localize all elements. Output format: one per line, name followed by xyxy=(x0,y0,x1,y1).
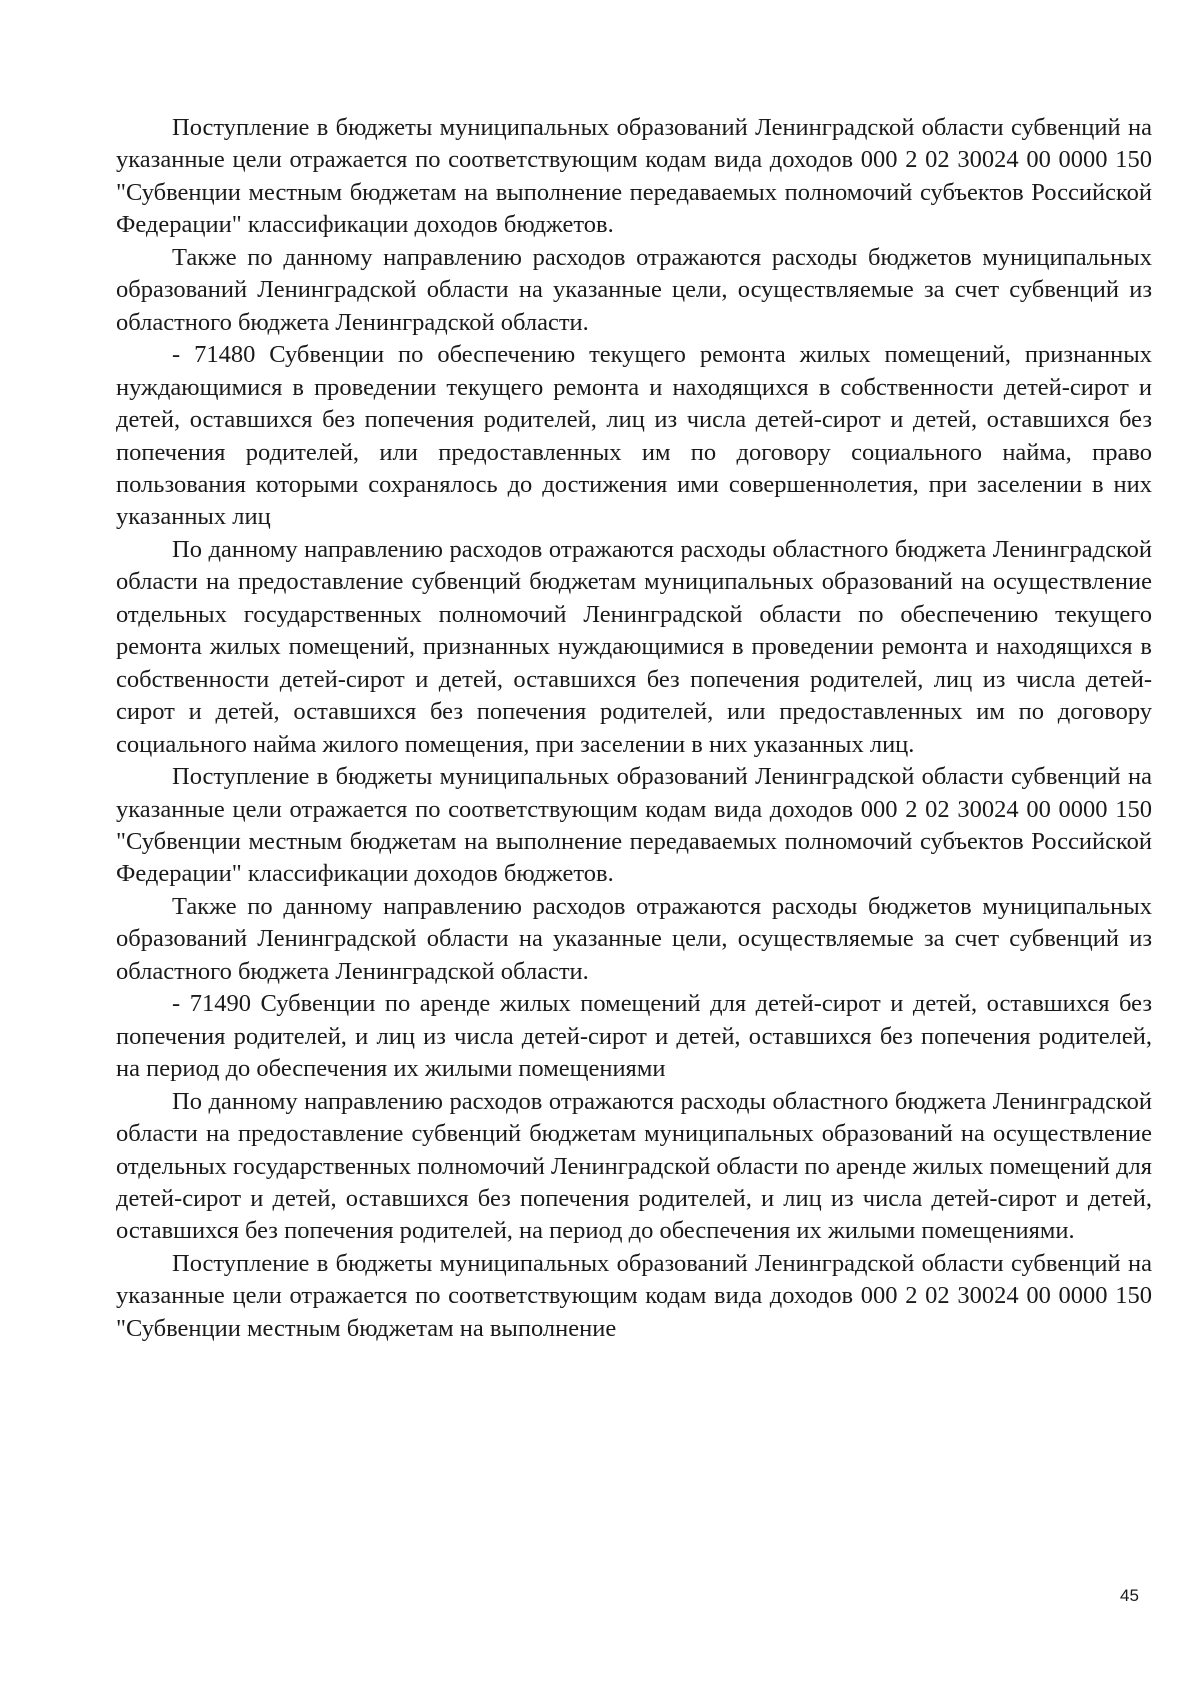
paragraph-revenue-receipt-2: Поступление в бюджеты муниципальных образований Ленинградской области субвенций на указанные цели отражается по соответствующим кодам вида доходов 000 2 02 30024 00 0000 150 "Субвенции местным бюджетам на выполнение передаваемых полномочий субъектов Российской Федерации" классификации доходов бюджетов. xyxy=(116,763,1152,888)
paragraph-code-71480: - 71480 Субвенции по обеспечению текущего ремонта жилых помещений, признанных нуждающимися в проведении текущего ремонта и находящихся в собственности детей-сирот и детей, оставшихся без попечения родителей, лиц из числа детей-сирот и детей, оставшихся без попечения родителей, или предоставленных им по договору социального найма, право пользования которыми сохранялось до достижения ими совершеннолетия, при заселении в них указанных лиц xyxy=(116,341,1152,531)
document-body xyxy=(116,112,1152,1345)
paragraph-code-71490: - 71490 Субвенции по аренде жилых помещений для детей-сирот и детей, оставшихся без попечения родителей, и лиц из числа детей-сирот и детей, оставшихся без попечения родителей, на период до обеспечения их жилыми помещениями xyxy=(116,990,1152,1083)
page-number: 45 xyxy=(1120,1586,1139,1605)
paragraph-municipal-expenses-1: Также по данному направлению расходов отражаются расходы бюджетов муниципальных образований Ленинградской области на указанные цели, осуществляемые за счет субвенций из областного бюджета Ленинградской области. xyxy=(116,243,1152,336)
paragraph-regional-expenses-71490: По данному направлению расходов отражаются расходы областного бюджета Ленинградской области на предоставление субвенций бюджетам муниципальных образований на осуществление отдельных государственных полномочий Ленинградской области по аренде жилых помещений для детей-сирот и детей, оставшихся без попечения родителей, и лиц из числа детей-сирот и детей, оставшихся без попечения родителей, на период до обеспечения их жилыми помещениями. xyxy=(116,1087,1152,1245)
paragraph-revenue-receipt-1: Поступление в бюджеты муниципальных образований Ленинградской области субвенций на указанные цели отражается по соответствующим кодам вида доходов 000 2 02 30024 00 0000 150 "Субвенции местным бюджетам на выполнение передаваемых полномочий субъектов Российской Федерации" классификации доходов бюджетов. xyxy=(116,114,1152,239)
paragraph-municipal-expenses-2: Также по данному направлению расходов отражаются расходы бюджетов муниципальных образований Ленинградской области на указанные цели, осуществляемые за счет субвенций из областного бюджета Ленинградской области. xyxy=(116,892,1152,985)
paragraph-regional-expenses-71480: По данному направлению расходов отражаются расходы областного бюджета Ленинградской области на предоставление субвенций бюджетам муниципальных образований на осуществление отдельных государственных полномочий Ленинградской области по обеспечению текущего ремонта жилых помещений, признанных нуждающимися в проведении ремонта и находящихся в собственности детей-сирот и детей, оставшихся без попечения родителей, лиц из числа детей-сирот и детей, оставшихся без попечения родителей, или предоставленных им по договору социального найма жилого помещения, при заселении в них указанных лиц. xyxy=(116,535,1152,758)
paragraph-revenue-receipt-3: Поступление в бюджеты муниципальных образований Ленинградской области субвенций на указанные цели отражается по соответствующим кодам вида доходов 000 2 02 30024 00 0000 150 "Субвенции местным бюджетам на выполнение xyxy=(116,1249,1152,1342)
